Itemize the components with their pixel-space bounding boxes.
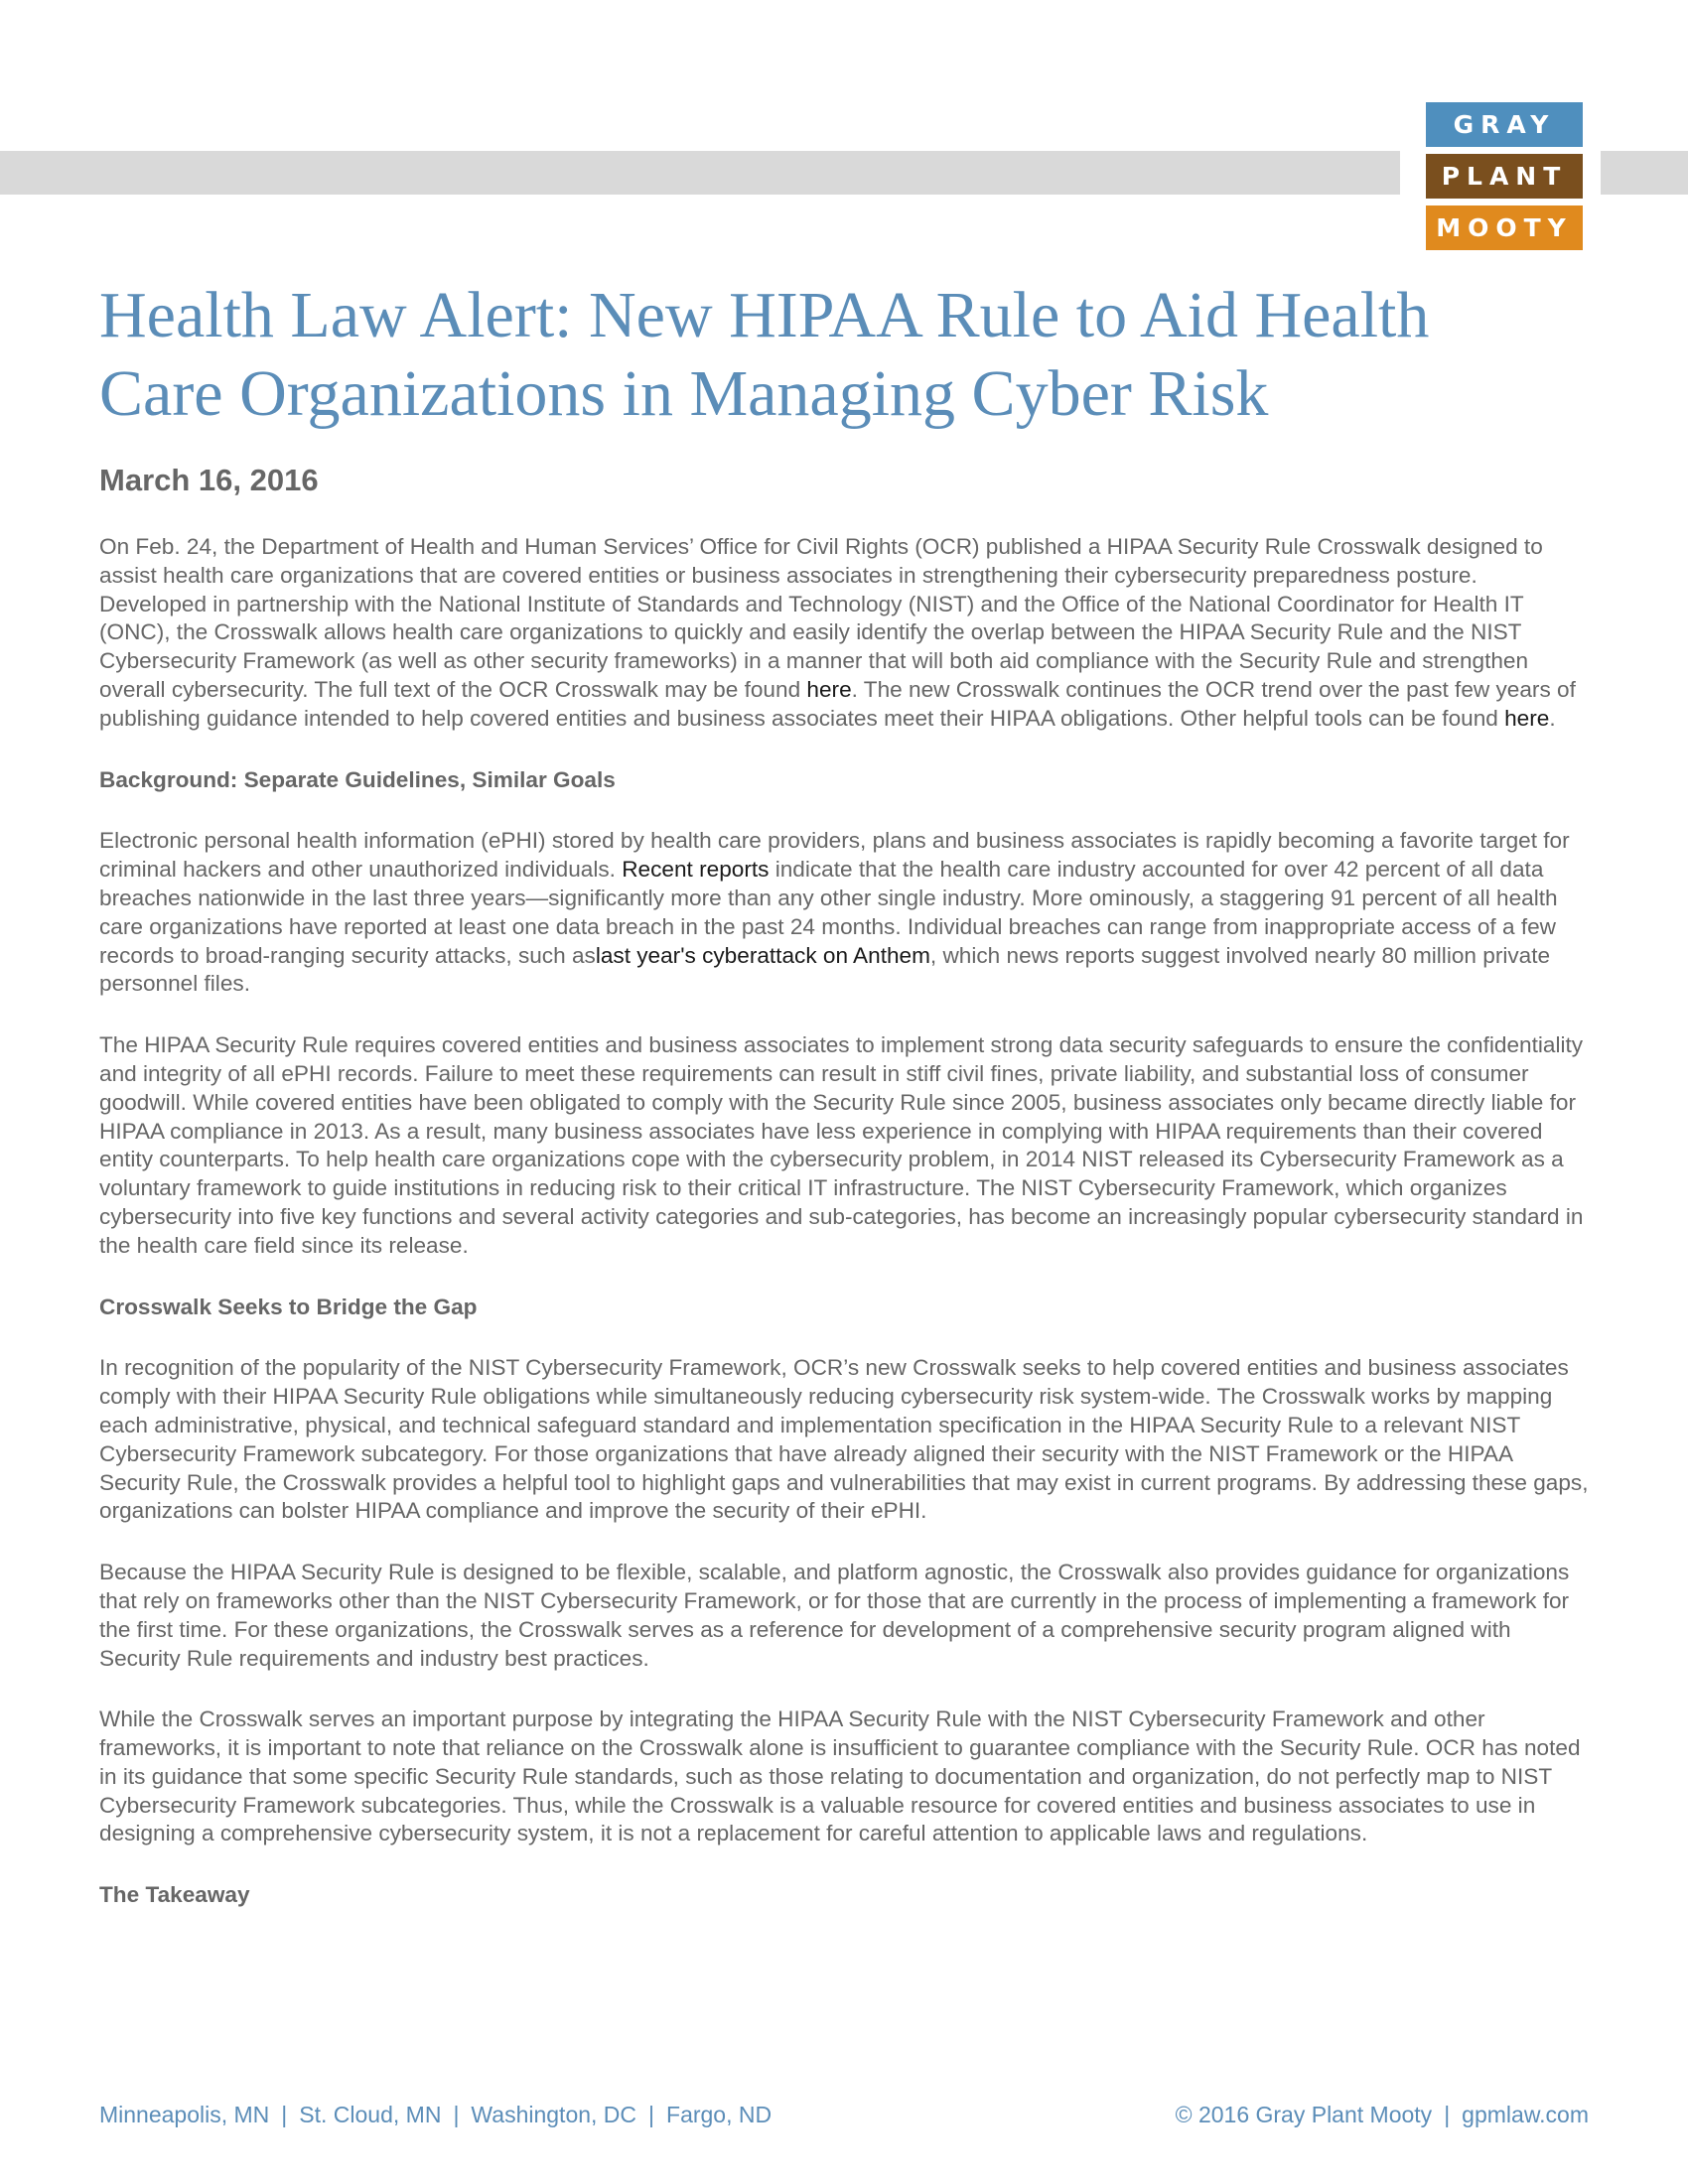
location-fargo: Fargo, ND <box>666 2102 773 2127</box>
recent-reports-link[interactable]: Recent reports <box>622 857 770 883</box>
logo-mooty: MOOTY <box>1426 205 1583 250</box>
article-body <box>99 533 1589 1943</box>
background-paragraph-1 <box>99 827 1589 999</box>
footer-copyright-block <box>1176 2098 1589 2131</box>
footer-locations <box>99 2098 772 2131</box>
crosswalk-paragraph-2: Because the HIPAA Security Rule is designed to be flexible, scalable, and platform agnostic, the Crosswalk also provides guidance for organizations that rely on frameworks other than the NIST Cybersecurity Framework, or for those that are currently in the process of implementing a framework for the first time. For these organizations, the Crosswalk serves as a reference for development of a comprehensive security program aligned with Security Rule requirements and industry best practices. <box>99 1560 1570 1671</box>
helpful-tools-here-link[interactable]: here <box>1504 705 1550 731</box>
header-band-left <box>0 151 1400 195</box>
background-p1-text-2: indicate that the health care industry accounted for over 42 percent of all data breaches nationwide in the last three years—significantly more than any other single industry. More ominously, a staggering 91 percent of all health care organizations have reported at least one data breach in the past 24 months. Individual breaches can range from inappropriate access of a few records to broad-ranging security attacks, such as <box>99 857 1558 968</box>
crosswalk-heading: Crosswalk Seeks to Bridge the Gap <box>99 1294 478 1319</box>
background-p1-text-3: , which news reports suggest involved nearly 80 million private personnel files. <box>99 942 1551 997</box>
background-heading: Background: Separate Guidelines, Similar Goals <box>99 766 616 792</box>
footer-separator: | <box>648 2102 655 2127</box>
firm-logo <box>1426 102 1583 250</box>
logo-plant: PLANT <box>1426 154 1583 199</box>
page-footer <box>99 2098 1589 2131</box>
page-title: Health Law Alert: New HIPAA Rule to Aid Health Care Organizations in Managing Cyber Risk <box>99 279 1430 430</box>
footer-separator: | <box>453 2102 460 2127</box>
publication-date: March 16, 2016 <box>99 463 319 497</box>
background-paragraph-2: The HIPAA Security Rule requires covered entities and business associates to implement strong data security safeguards to ensure the confidentiality and integrity of all ePHI records. Failure to meet these requirements can result in stiff civil fines, private liability, and substantial loss of consumer goodwill. While covered entities have been obligated to comply with the Security Rule since 2005, business associates only became directly liable for HIPAA compliance in 2013. As a result, many business associates have less experience in complying with HIPAA requirements than their covered entity counterparts. To help health care organizations cope with the cybersecurity problem, in 2014 NIST released its Cybersecurity Framework as a voluntary framework to guide institutions in reducing risk to their critical IT infrastructure. The NIST Cybersecurity Framework, which organizes cybersecurity into five key functions and several activity categories and sub-categories, has become an increasingly popular cybersecurity standard in the health care field since its release. <box>99 1032 1584 1258</box>
footer-separator: | <box>1444 2102 1451 2127</box>
intro-text-3: . <box>1549 705 1556 731</box>
location-st-cloud: St. Cloud, MN <box>299 2102 442 2127</box>
intro-text-2: . The new Crosswalk continues the OCR trend over the past few years of publishing guidance intended to help covered entities and business associates meet their HIPAA obligations. Other helpful tools can be found <box>99 676 1576 731</box>
copyright-text: © 2016 Gray Plant Mooty <box>1175 2102 1433 2127</box>
intro-paragraph <box>99 533 1589 734</box>
takeaway-heading: The Takeaway <box>99 1882 250 1908</box>
logo-gray: GRAY <box>1426 102 1583 147</box>
crosswalk-here-link[interactable]: here <box>806 676 852 702</box>
footer-separator: | <box>281 2102 288 2127</box>
intro-text-1: On Feb. 24, the Department of Health and Human Services’ Office for Civil Rights (OCR) published a HIPAA Security Rule Crosswalk designed to assist health care organizations that are covered entities or business associates in strengthening their cybersecurity preparedness posture. Developed in partnership with the National Institute of Standards and Technology (NIST) and the Office of the National Coordinator for Health IT (ONC), the Crosswalk allows health care organizations to quickly and easily identify the overlap between the HIPAA Security Rule and the NIST Cybersecurity Framework (as well as other security frameworks) in a manner that will both aid compliance with the Security Rule and strengthen overall cybersecurity. The full text of the OCR Crosswalk may be found <box>99 534 1543 702</box>
crosswalk-paragraph-1: In recognition of the popularity of the NIST Cybersecurity Framework, OCR’s new Crosswalk seeks to help covered entities and business associates comply with their HIPAA Security Rule obligations while simultaneously reducing cybersecurity risk system-wide. The Crosswalk works by mapping each administrative, physical, and technical safeguard standard and implementation specification in the HIPAA Security Rule to a relevant NIST Cybersecurity Framework subcategory. For those organizations that have already aligned their security with the NIST Framework or the HIPAA Security Rule, the Crosswalk provides a helpful tool to highlight gaps and vulnerabilities that may exist in current programs. By addressing these gaps, organizations can bolster HIPAA compliance and improve the security of their ePHI. <box>99 1355 1589 1524</box>
anthem-cyberattack-link[interactable]: last year's cyberattack on Anthem <box>595 942 930 968</box>
location-washington: Washington, DC <box>471 2102 637 2127</box>
website-link[interactable]: gpmlaw.com <box>1462 2102 1589 2127</box>
crosswalk-paragraph-3: While the Crosswalk serves an important purpose by integrating the HIPAA Security Rule with the NIST Cybersecurity Framework and other frameworks, it is important to note that reliance on the Crosswalk alone is insufficient to guarantee compliance with the Security Rule. OCR has noted in its guidance that some specific Security Rule standards, such as those relating to documentation and organization, do not perfectly map to NIST Cybersecurity Framework subcategories. Thus, while the Crosswalk is a valuable resource for covered entities and business associates to use in designing a comprehensive cybersecurity system, it is not a replacement for careful attention to applicable laws and regulations. <box>99 1706 1581 1846</box>
background-p1-text-1: Electronic personal health information (ePHI) stored by health care providers, plans and business associates is rapidly becoming a favorite target for criminal hackers and other unauthorized individuals. <box>99 828 1570 883</box>
header-band-right <box>1601 151 1688 195</box>
location-minneapolis: Minneapolis, MN <box>99 2102 270 2127</box>
